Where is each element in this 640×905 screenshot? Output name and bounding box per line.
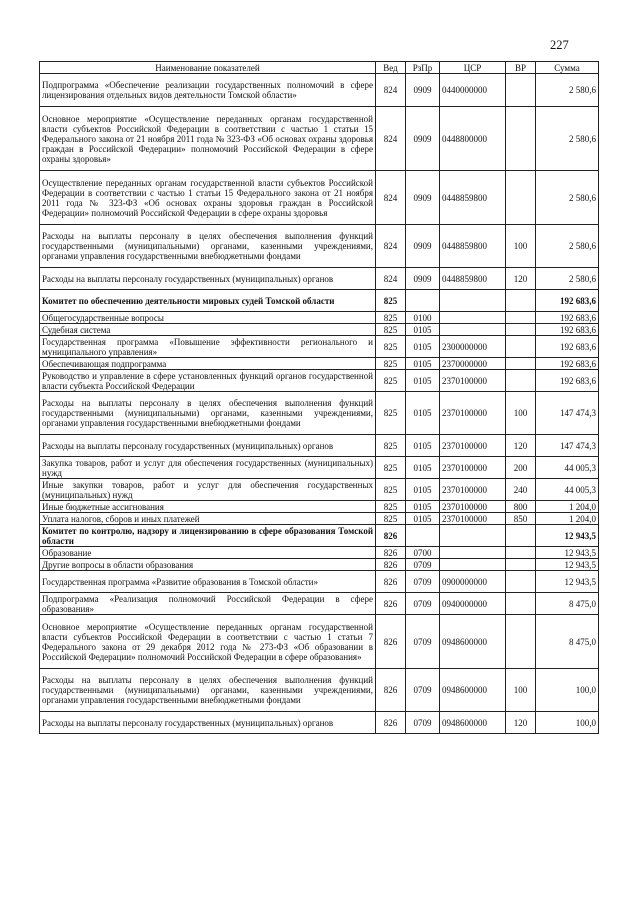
cell-rzpr: 0105 bbox=[406, 457, 440, 479]
cell-ved: 824 bbox=[376, 268, 406, 290]
cell-ved: 826 bbox=[376, 615, 406, 669]
table-row bbox=[40, 370, 599, 392]
cell-rzpr: 0709 bbox=[406, 571, 440, 593]
cell-rzpr: 0100 bbox=[406, 312, 440, 324]
table-row bbox=[40, 435, 599, 457]
table-row bbox=[40, 593, 599, 615]
cell-csr: 2370100000 bbox=[440, 513, 506, 525]
cell-csr: 2300000000 bbox=[440, 336, 506, 358]
cell-sum: 44 005,3 bbox=[536, 479, 599, 501]
cell-name: Расходы на выплаты персоналу в целях обеспечения выполнения функций государственными (муниципальными) органами, казенными учреждениями, органами управления государственными внебюджетными фондами bbox=[40, 392, 376, 435]
cell-name: Основное мероприятие «Осуществление переданных органам государственной власти субъектов Российской Федерации в соответствии с частью 1 статьи 7 Федерального закона от 29 декабря 2012 года № 273-ФЗ «Об образовании в Российской Федерации» полномочий Российской Федерации в сфере образования» bbox=[40, 615, 376, 669]
cell-rzpr: 0709 bbox=[406, 669, 440, 712]
cell-rzpr: 0909 bbox=[406, 268, 440, 290]
cell-sum: 147 474,3 bbox=[536, 392, 599, 435]
cell-name: Комитет по обеспечению деятельности мировых судей Томской области bbox=[40, 290, 376, 312]
cell-csr: 0940000000 bbox=[440, 593, 506, 615]
table-row bbox=[40, 571, 599, 593]
cell-rzpr: 0105 bbox=[406, 392, 440, 435]
cell-rzpr: 0909 bbox=[406, 107, 440, 171]
cell-csr: 0448800000 bbox=[440, 107, 506, 171]
col-header-vr: ВР bbox=[506, 62, 536, 74]
cell-rzpr: 0105 bbox=[406, 435, 440, 457]
cell-csr: 2370100000 bbox=[440, 435, 506, 457]
cell-ved: 826 bbox=[376, 571, 406, 593]
cell-name: Обеспечивающая подпрограмма bbox=[40, 358, 376, 370]
cell-ved: 825 bbox=[376, 513, 406, 525]
cell-vr bbox=[506, 358, 536, 370]
cell-sum: 12 943,5 bbox=[536, 571, 599, 593]
cell-name: Судебная система bbox=[40, 324, 376, 336]
table-row bbox=[40, 74, 599, 107]
cell-rzpr: 0909 bbox=[406, 74, 440, 107]
cell-csr: 0448859800 bbox=[440, 225, 506, 268]
cell-ved: 825 bbox=[376, 324, 406, 336]
cell-vr: 100 bbox=[506, 225, 536, 268]
cell-name: Подпрограмма «Обеспечение реализации государственных полномочий в сфере лицензирования отдельных видов деятельности Томской области» bbox=[40, 74, 376, 107]
cell-sum: 8 475,0 bbox=[536, 615, 599, 669]
cell-rzpr: 0709 bbox=[406, 615, 440, 669]
cell-sum: 192 683,6 bbox=[536, 336, 599, 358]
cell-name: Государственная программа «Повышение эффективности регионального и муниципального управления» bbox=[40, 336, 376, 358]
table-body bbox=[40, 74, 599, 734]
cell-rzpr: 0700 bbox=[406, 547, 440, 559]
cell-csr: 2370000000 bbox=[440, 358, 506, 370]
cell-vr bbox=[506, 336, 536, 358]
table-row bbox=[40, 501, 599, 513]
cell-rzpr: 0105 bbox=[406, 370, 440, 392]
col-header-ved: Вед bbox=[376, 62, 406, 74]
cell-name: Осуществление переданных органам государственной власти субъектов Российской Федерации в соответствии с частью 1 статьи 15 Федерального закона от 21 ноября 2011 года № 323-ФЗ «Об основах охраны здоровья граждан в Российской Федерации» полномочий Российской Федерации в сфере охраны здоровья bbox=[40, 171, 376, 225]
cell-sum: 192 683,6 bbox=[536, 290, 599, 312]
cell-ved: 826 bbox=[376, 547, 406, 559]
cell-csr: 2370100000 bbox=[440, 370, 506, 392]
cell-name: Расходы на выплаты персоналу государственных (муниципальных) органов bbox=[40, 435, 376, 457]
table-row bbox=[40, 559, 599, 571]
cell-vr bbox=[506, 547, 536, 559]
cell-vr bbox=[506, 324, 536, 336]
cell-ved: 826 bbox=[376, 593, 406, 615]
table-row bbox=[40, 358, 599, 370]
cell-sum: 12 943,5 bbox=[536, 559, 599, 571]
cell-sum: 192 683,6 bbox=[536, 312, 599, 324]
table-row bbox=[40, 392, 599, 435]
cell-vr: 120 bbox=[506, 712, 536, 734]
cell-name: Основное мероприятие «Осуществление переданных органам государственной власти субъектов Российской Федерации в соответствии с частью 1 статьи 15 Федерального закона от 21 ноября 2011 года № 323-ФЗ «Об основах охраны здоровья граждан в Российской Федерации» полномочий Российской Федерации в сфере охраны здоровья» bbox=[40, 107, 376, 171]
cell-vr: 100 bbox=[506, 669, 536, 712]
cell-name: Образование bbox=[40, 547, 376, 559]
table-header-row bbox=[40, 62, 599, 74]
cell-csr bbox=[440, 525, 506, 547]
table-row bbox=[40, 547, 599, 559]
cell-sum: 1 204,0 bbox=[536, 513, 599, 525]
cell-name: Другие вопросы в области образования bbox=[40, 559, 376, 571]
cell-ved: 826 bbox=[376, 525, 406, 547]
cell-rzpr: 0909 bbox=[406, 171, 440, 225]
cell-ved: 825 bbox=[376, 457, 406, 479]
cell-csr: 0448859800 bbox=[440, 171, 506, 225]
cell-rzpr: 0105 bbox=[406, 336, 440, 358]
cell-vr: 850 bbox=[506, 513, 536, 525]
cell-name: Закупка товаров, работ и услуг для обеспечения государственных (муниципальных) нужд bbox=[40, 457, 376, 479]
table-row bbox=[40, 324, 599, 336]
cell-name: Подпрограмма «Реализация полномочий Российской Федерации в сфере образования» bbox=[40, 593, 376, 615]
cell-sum: 12 943,5 bbox=[536, 525, 599, 547]
cell-ved: 824 bbox=[376, 225, 406, 268]
cell-vr bbox=[506, 171, 536, 225]
cell-sum: 192 683,6 bbox=[536, 370, 599, 392]
cell-rzpr bbox=[406, 290, 440, 312]
cell-rzpr: 0105 bbox=[406, 324, 440, 336]
cell-name: Уплата налогов, сборов и иных платежей bbox=[40, 513, 376, 525]
table-row bbox=[40, 290, 599, 312]
cell-vr bbox=[506, 615, 536, 669]
cell-csr: 0900000000 bbox=[440, 571, 506, 593]
budget-table bbox=[39, 61, 599, 734]
cell-ved: 825 bbox=[376, 501, 406, 513]
cell-ved: 825 bbox=[376, 370, 406, 392]
cell-rzpr: 0709 bbox=[406, 593, 440, 615]
cell-rzpr: 0709 bbox=[406, 559, 440, 571]
cell-vr: 240 bbox=[506, 479, 536, 501]
table-row bbox=[40, 669, 599, 712]
cell-ved: 825 bbox=[376, 336, 406, 358]
table-row bbox=[40, 525, 599, 547]
cell-ved: 825 bbox=[376, 312, 406, 324]
table-row bbox=[40, 457, 599, 479]
cell-vr bbox=[506, 571, 536, 593]
cell-csr bbox=[440, 547, 506, 559]
cell-rzpr: 0105 bbox=[406, 358, 440, 370]
table-row bbox=[40, 513, 599, 525]
cell-sum: 2 580,6 bbox=[536, 171, 599, 225]
cell-csr: 2370100000 bbox=[440, 479, 506, 501]
cell-sum: 100,0 bbox=[536, 669, 599, 712]
cell-csr: 0948600000 bbox=[440, 669, 506, 712]
cell-sum: 2 580,6 bbox=[536, 107, 599, 171]
cell-sum: 12 943,5 bbox=[536, 547, 599, 559]
cell-name: Расходы на выплаты персоналу государственных (муниципальных) органов bbox=[40, 268, 376, 290]
cell-ved: 824 bbox=[376, 171, 406, 225]
col-header-sum: Сумма bbox=[536, 62, 599, 74]
cell-rzpr: 0709 bbox=[406, 712, 440, 734]
cell-csr: 2370100000 bbox=[440, 392, 506, 435]
cell-sum: 192 683,6 bbox=[536, 324, 599, 336]
cell-sum: 8 475,0 bbox=[536, 593, 599, 615]
table-row bbox=[40, 336, 599, 358]
cell-vr: 120 bbox=[506, 268, 536, 290]
cell-vr: 120 bbox=[506, 435, 536, 457]
cell-sum: 147 474,3 bbox=[536, 435, 599, 457]
cell-rzpr bbox=[406, 525, 440, 547]
cell-vr: 800 bbox=[506, 501, 536, 513]
cell-sum: 44 005,3 bbox=[536, 457, 599, 479]
cell-ved: 825 bbox=[376, 392, 406, 435]
cell-name: Руководство и управление в сфере установленных функций органов государственной власти субъекта Российской Федерации bbox=[40, 370, 376, 392]
cell-csr bbox=[440, 324, 506, 336]
cell-csr bbox=[440, 312, 506, 324]
cell-csr: 0948600000 bbox=[440, 712, 506, 734]
cell-ved: 826 bbox=[376, 669, 406, 712]
cell-sum: 2 580,6 bbox=[536, 268, 599, 290]
cell-vr bbox=[506, 74, 536, 107]
cell-csr: 0948600000 bbox=[440, 615, 506, 669]
cell-name: Иные закупки товаров, работ и услуг для обеспечения государственных (муниципальных) нужд bbox=[40, 479, 376, 501]
cell-vr: 200 bbox=[506, 457, 536, 479]
cell-ved: 825 bbox=[376, 479, 406, 501]
table-row bbox=[40, 479, 599, 501]
cell-vr bbox=[506, 593, 536, 615]
cell-name: Комитет по контролю, надзору и лицензированию в сфере образования Томской области bbox=[40, 525, 376, 547]
col-header-rzpr: РзПр bbox=[406, 62, 440, 74]
page-number: 227 bbox=[550, 38, 569, 52]
cell-vr bbox=[506, 525, 536, 547]
table-row bbox=[40, 615, 599, 669]
cell-csr: 2370100000 bbox=[440, 457, 506, 479]
cell-sum: 192 683,6 bbox=[536, 358, 599, 370]
cell-vr bbox=[506, 312, 536, 324]
col-header-name: Наименование показателей bbox=[40, 62, 376, 74]
cell-name: Расходы на выплаты персоналу в целях обеспечения выполнения функций государственными (муниципальными) органами, казенными учреждениями, органами управления государственными внебюджетными фондами bbox=[40, 225, 376, 268]
cell-name: Общегосударственные вопросы bbox=[40, 312, 376, 324]
cell-rzpr: 0105 bbox=[406, 501, 440, 513]
table-row bbox=[40, 225, 599, 268]
cell-vr bbox=[506, 370, 536, 392]
cell-sum: 100,0 bbox=[536, 712, 599, 734]
cell-rzpr: 0105 bbox=[406, 513, 440, 525]
cell-ved: 824 bbox=[376, 74, 406, 107]
cell-name: Государственная программа «Развитие образования в Томской области» bbox=[40, 571, 376, 593]
cell-csr: 0440000000 bbox=[440, 74, 506, 107]
cell-rzpr: 0909 bbox=[406, 225, 440, 268]
cell-ved: 825 bbox=[376, 435, 406, 457]
cell-csr bbox=[440, 559, 506, 571]
cell-ved: 826 bbox=[376, 559, 406, 571]
col-header-csr: ЦСР bbox=[440, 62, 506, 74]
table-row bbox=[40, 312, 599, 324]
table-row bbox=[40, 107, 599, 171]
cell-sum: 1 204,0 bbox=[536, 501, 599, 513]
cell-vr bbox=[506, 290, 536, 312]
table-row bbox=[40, 171, 599, 225]
cell-name: Иные бюджетные ассигнования bbox=[40, 501, 376, 513]
cell-name: Расходы на выплаты персоналу в целях обеспечения выполнения функций государственными (муниципальными) органами, казенными учреждениями, органами управления государственными внебюджетными фондами bbox=[40, 669, 376, 712]
cell-csr: 2370100000 bbox=[440, 501, 506, 513]
cell-ved: 825 bbox=[376, 290, 406, 312]
cell-sum: 2 580,6 bbox=[536, 225, 599, 268]
table-row bbox=[40, 712, 599, 734]
cell-csr bbox=[440, 290, 506, 312]
cell-vr bbox=[506, 559, 536, 571]
cell-rzpr: 0105 bbox=[406, 479, 440, 501]
cell-csr: 0448859800 bbox=[440, 268, 506, 290]
cell-sum: 2 580,6 bbox=[536, 74, 599, 107]
cell-ved: 824 bbox=[376, 107, 406, 171]
table-row bbox=[40, 268, 599, 290]
cell-name: Расходы на выплаты персоналу государственных (муниципальных) органов bbox=[40, 712, 376, 734]
cell-ved: 825 bbox=[376, 358, 406, 370]
cell-vr bbox=[506, 107, 536, 171]
cell-ved: 826 bbox=[376, 712, 406, 734]
cell-vr: 100 bbox=[506, 392, 536, 435]
